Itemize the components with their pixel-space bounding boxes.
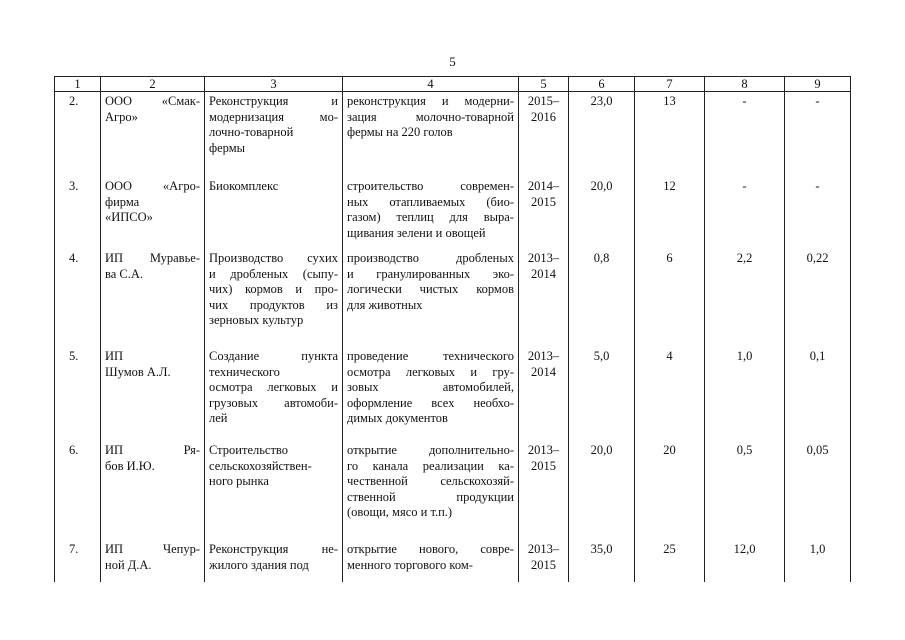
years-line: 2014 — [531, 364, 556, 379]
project-line: сельскохозяйствен- — [209, 458, 312, 473]
description-line: (овощи, мясо и т.п.) — [347, 505, 453, 519]
organization-cell — [101, 347, 205, 441]
project-line: Реконструкция не- — [209, 542, 338, 556]
table-row — [55, 92, 851, 178]
column-header-7: 7 — [635, 77, 705, 92]
value-cell-c9: 1,0 — [785, 540, 851, 582]
page-number: 5 — [449, 54, 456, 69]
description-line: фермы на 220 голов — [347, 125, 453, 139]
organization-line: фирма — [105, 194, 140, 209]
description-cell — [343, 347, 519, 441]
value-cell-c7: 20 — [635, 441, 705, 540]
project-line: грузовых автомоби- — [209, 395, 338, 410]
years-line: 2013– — [527, 251, 560, 265]
description-line: для животных — [347, 297, 423, 312]
value-cell-c8: - — [705, 177, 785, 249]
description-line: оформление всех необхо- — [347, 395, 514, 410]
description-line: реконструкция и модерни- — [347, 94, 514, 108]
column-header-2: 2 — [101, 77, 205, 92]
value-cell-c9: - — [785, 92, 851, 178]
column-header-4: 4 — [343, 77, 519, 92]
value-cell-c9: 0,05 — [785, 441, 851, 540]
years-line: 2014 — [531, 266, 556, 281]
description-line: менного торгового ком- — [347, 557, 473, 572]
project-line: технического — [209, 364, 280, 379]
project-cell — [205, 540, 343, 582]
table-row — [55, 249, 851, 347]
description-cell — [343, 92, 519, 178]
years-line: 2015 — [531, 458, 556, 473]
value-cell-c8: 1,0 — [705, 347, 785, 441]
years-cell — [519, 92, 569, 178]
description-line: ственной продукции — [347, 489, 514, 504]
table-row — [55, 540, 851, 582]
project-line: и дробленых (сыпу- — [209, 266, 338, 281]
organization-line: ИП Муравье- — [105, 251, 200, 265]
row-number-cell: 7. — [55, 540, 101, 582]
project-line: чих продуктов из — [209, 297, 338, 312]
description-line: строительство современ- — [347, 179, 514, 193]
organization-cell — [101, 441, 205, 540]
project-line: зерновых культур — [209, 313, 304, 327]
years-cell — [519, 249, 569, 347]
organization-line: ИП — [105, 349, 124, 363]
value-cell-c8: 12,0 — [705, 540, 785, 582]
description-line: го канала реализации ка- — [347, 458, 514, 473]
description-line: открытие дополнительно- — [347, 443, 514, 457]
description-line: газом) теплиц для выра- — [347, 210, 514, 224]
description-line: ных отапливаемых (био- — [347, 194, 514, 209]
column-header-9: 9 — [785, 77, 851, 92]
column-header-3: 3 — [205, 77, 343, 92]
description-cell — [343, 249, 519, 347]
description-line: производство дробленых — [347, 251, 514, 265]
project-line: лочно-товарной — [209, 125, 294, 139]
years-line: 2015 — [531, 557, 556, 572]
value-cell-c7: 25 — [635, 540, 705, 582]
row-number-cell: 3. — [55, 177, 101, 249]
description-line: осмотра легковых и гру- — [347, 364, 514, 379]
years-cell — [519, 347, 569, 441]
value-cell-c9: - — [785, 177, 851, 249]
description-line: и гранулированных эко- — [347, 266, 514, 281]
description-line: чественной сельскохозяй- — [347, 474, 514, 488]
description-cell — [343, 540, 519, 582]
value-cell-c6: 20,0 — [569, 177, 635, 249]
value-cell-c6: 23,0 — [569, 92, 635, 178]
organization-line: ной Д.А. — [105, 557, 152, 572]
organization-line: ИП Ря- — [105, 443, 200, 457]
description-line: щивания зелени и овощей — [347, 225, 486, 240]
description-line: зация молочно-товарной — [347, 109, 514, 124]
project-cell — [205, 177, 343, 249]
years-line: 2015– — [527, 94, 560, 108]
project-line: Реконструкция и — [209, 94, 338, 108]
project-line: модернизация мо- — [209, 109, 338, 124]
value-cell-c8: 2,2 — [705, 249, 785, 347]
project-line: Строительство — [209, 443, 289, 457]
years-cell — [519, 441, 569, 540]
organization-line: ООО «Агро- — [105, 179, 200, 193]
column-header-6: 6 — [569, 77, 635, 92]
years-line: 2013– — [527, 542, 560, 556]
table-row — [55, 177, 851, 249]
years-line: 2013– — [527, 443, 560, 457]
project-cell — [205, 92, 343, 178]
value-cell-c6: 35,0 — [569, 540, 635, 582]
project-cell — [205, 249, 343, 347]
description-line: зовых автомобилей, — [347, 380, 514, 394]
organization-line: ООО «Смак- — [105, 94, 200, 108]
organization-line: бов И.Ю. — [105, 458, 155, 473]
project-line: осмотра легковых и — [209, 380, 338, 394]
project-line: Производство сухих — [209, 251, 338, 265]
row-number-cell: 6. — [55, 441, 101, 540]
description-line: проведение технического — [347, 349, 514, 363]
project-line: Создание пункта — [209, 349, 338, 363]
description-line: димых документов — [347, 411, 448, 425]
column-header-5: 5 — [519, 77, 569, 92]
value-cell-c9: 0,22 — [785, 249, 851, 347]
header-row — [55, 77, 851, 92]
table-row — [55, 441, 851, 540]
years-line: 2013– — [527, 349, 560, 363]
value-cell-c8: 0,5 — [705, 441, 785, 540]
organization-line: Агро» — [105, 109, 138, 124]
organization-cell — [101, 540, 205, 582]
project-line: лей — [209, 411, 228, 425]
value-cell-c8: - — [705, 92, 785, 178]
organization-line: «ИПСО» — [105, 210, 153, 224]
description-line: логически чистых кормов — [347, 282, 514, 296]
organization-cell — [101, 92, 205, 178]
years-line: 2014– — [527, 179, 560, 193]
value-cell-c6: 0,8 — [569, 249, 635, 347]
description-line: открытие нового, совре- — [347, 542, 514, 556]
value-cell-c7: 13 — [635, 92, 705, 178]
organization-line: ИП Чепур- — [105, 542, 200, 556]
value-cell-c6: 5,0 — [569, 347, 635, 441]
project-cell — [205, 441, 343, 540]
project-line: чих) кормов и про- — [209, 282, 338, 296]
organization-cell — [101, 249, 205, 347]
row-number-cell: 5. — [55, 347, 101, 441]
project-line: ного рынка — [209, 474, 269, 488]
organization-line: Шумов А.Л. — [105, 364, 171, 379]
value-cell-c7: 12 — [635, 177, 705, 249]
row-number-cell: 2. — [55, 92, 101, 178]
years-line: 2016 — [531, 109, 556, 124]
organization-cell — [101, 177, 205, 249]
organization-line: ва С.А. — [105, 266, 144, 281]
project-cell — [205, 347, 343, 441]
column-header-8: 8 — [705, 77, 785, 92]
years-cell — [519, 540, 569, 582]
years-cell — [519, 177, 569, 249]
description-cell — [343, 177, 519, 249]
description-cell — [343, 441, 519, 540]
project-line: жилого здания под — [209, 557, 309, 572]
row-number-cell: 4. — [55, 249, 101, 347]
table-row — [55, 347, 851, 441]
data-table — [54, 76, 851, 582]
value-cell-c9: 0,1 — [785, 347, 851, 441]
years-line: 2015 — [531, 194, 556, 209]
value-cell-c7: 6 — [635, 249, 705, 347]
value-cell-c6: 20,0 — [569, 441, 635, 540]
project-line: Биокомплекс — [209, 179, 279, 193]
column-header-1: 1 — [55, 77, 101, 92]
value-cell-c7: 4 — [635, 347, 705, 441]
project-line: фермы — [209, 140, 246, 155]
